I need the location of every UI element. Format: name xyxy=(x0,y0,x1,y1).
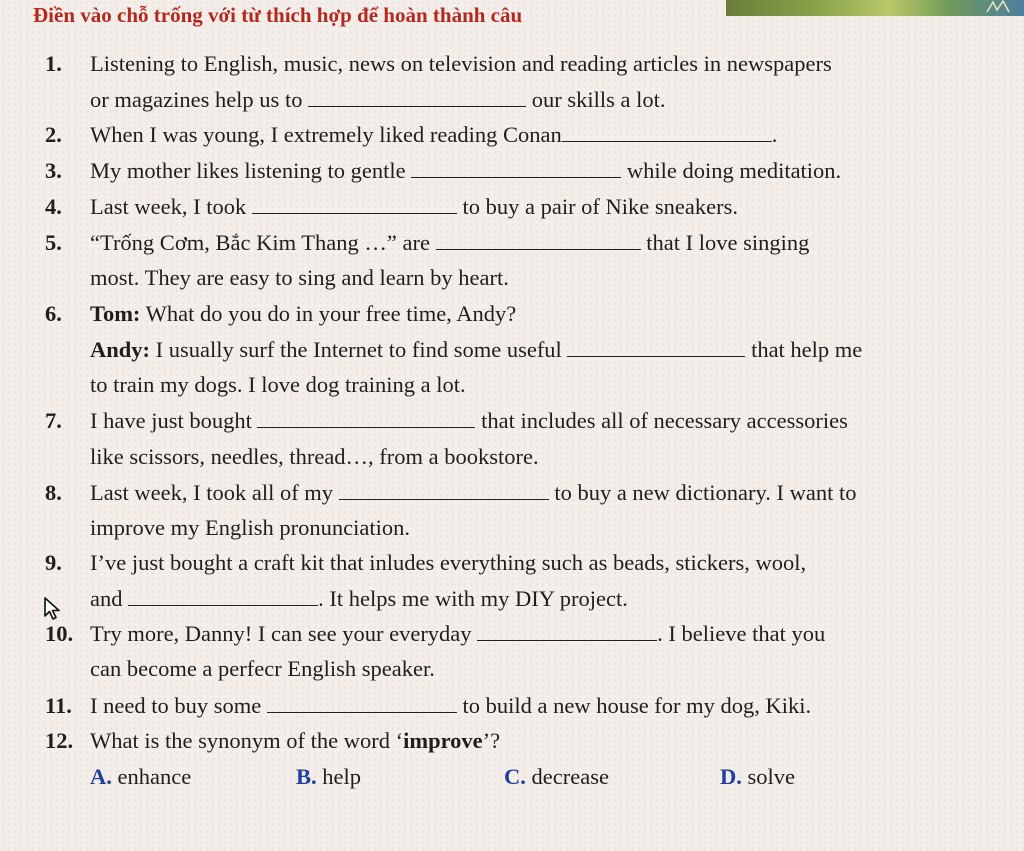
question-1-line-2 xyxy=(90,86,665,114)
question-number: 7. xyxy=(45,408,62,433)
top-banner-image xyxy=(726,0,1024,16)
question-number: 3. xyxy=(45,158,62,183)
option-text: enhance xyxy=(117,764,192,789)
question-number: 1. xyxy=(45,51,62,76)
question-text: . xyxy=(771,122,778,147)
option-letter: D. xyxy=(720,764,742,789)
question-6-line-3 xyxy=(90,371,466,399)
option-text: decrease xyxy=(531,764,609,789)
question-text: Try more, Danny! I can see your everyday xyxy=(90,621,472,646)
question-number: 9. xyxy=(45,550,62,575)
mouse-cursor-icon xyxy=(42,596,64,622)
banner-decoration-icon xyxy=(985,0,1011,14)
question-text: while doing meditation. xyxy=(626,158,842,183)
option-a[interactable] xyxy=(90,763,191,791)
question-text: our skills a lot. xyxy=(531,87,666,112)
question-5-line-1 xyxy=(90,229,809,257)
question-3-line-1 xyxy=(90,157,841,185)
question-6-line-1 xyxy=(90,300,516,328)
question-text: to buy a pair of Nike sneakers. xyxy=(462,194,739,219)
question-7-line-1 xyxy=(90,407,848,435)
question-text: . I believe that you xyxy=(657,621,826,646)
option-b[interactable] xyxy=(296,763,361,791)
question-text: What is the synonym of the word ‘ xyxy=(90,728,404,753)
question-text: that includes all of necessary accessories xyxy=(481,408,848,433)
highlighted-word: improve xyxy=(403,728,483,753)
question-text: Last week, I took xyxy=(90,194,247,219)
question-text: When I was young, I extremely liked reading Conan xyxy=(90,122,562,147)
question-text: like scissors, needles, thread…, from a bookstore. xyxy=(90,444,539,469)
question-number: 4. xyxy=(45,194,62,219)
question-text: What do you do in your free time, Andy? xyxy=(145,301,517,326)
question-text: Listening to English, music, news on television and reading articles in newspapers xyxy=(90,51,832,76)
question-1-line-1 xyxy=(90,50,832,78)
answer-blank[interactable] xyxy=(477,620,657,641)
speaker-label: Tom: xyxy=(90,301,141,326)
question-4-line-1 xyxy=(90,193,738,221)
answer-blank[interactable] xyxy=(257,407,475,428)
answer-blank[interactable] xyxy=(267,692,457,713)
question-number: 8. xyxy=(45,480,62,505)
question-text: “Trống Cơm, Bắc Kim Thang …” are xyxy=(90,230,430,255)
question-2-line-1 xyxy=(90,121,777,149)
option-text: help xyxy=(322,764,362,789)
question-text: to train my dogs. I love dog training a lot. xyxy=(90,372,466,397)
question-7-line-2 xyxy=(90,443,539,471)
question-text: My mother likes listening to gentle xyxy=(90,158,406,183)
page-title: Điền vào chỗ trống với từ thích hợp để hoàn thành câu xyxy=(33,3,523,27)
question-11-line-1 xyxy=(90,692,811,720)
question-6-line-2 xyxy=(90,336,862,364)
question-10-line-2 xyxy=(90,655,435,683)
question-text: I’ve just bought a craft kit that inludes everything such as beads, stickers, wool, xyxy=(90,550,807,575)
question-10-line-1 xyxy=(90,620,825,648)
answer-blank[interactable] xyxy=(128,585,318,606)
question-text: improve my English pronunciation. xyxy=(90,515,410,540)
question-8-line-1 xyxy=(90,479,857,507)
option-c[interactable] xyxy=(504,763,609,791)
answer-blank[interactable] xyxy=(308,86,526,107)
question-text: I usually surf the Internet to find some useful xyxy=(155,337,562,362)
answer-blank[interactable] xyxy=(567,336,745,357)
question-number: 10. xyxy=(45,621,74,646)
option-letter: B. xyxy=(296,764,317,789)
question-text: I have just bought xyxy=(90,408,252,433)
question-number: 12. xyxy=(45,728,74,753)
question-5-line-2 xyxy=(90,264,509,292)
question-number: 6. xyxy=(45,301,62,326)
question-12-line-1 xyxy=(90,727,500,755)
question-text: most. They are easy to sing and learn by heart. xyxy=(90,265,509,290)
question-text: that I love singing xyxy=(646,230,810,255)
question-text: can become a perfecr English speaker. xyxy=(90,656,435,681)
question-text: or magazines help us to xyxy=(90,87,303,112)
option-letter: C. xyxy=(504,764,526,789)
answer-blank[interactable] xyxy=(252,193,457,214)
question-text: . It helps me with my DIY project. xyxy=(318,586,628,611)
option-text: solve xyxy=(747,764,795,789)
question-9-line-1 xyxy=(90,549,806,577)
option-d[interactable] xyxy=(720,763,795,791)
speaker-label: Andy: xyxy=(90,337,151,362)
question-text: ’? xyxy=(482,728,501,753)
question-number: 2. xyxy=(45,122,62,147)
answer-blank[interactable] xyxy=(411,157,621,178)
question-text: I need to buy some xyxy=(90,693,262,718)
question-text: and xyxy=(90,586,123,611)
question-number: 5. xyxy=(45,230,62,255)
question-text: Last week, I took all of my xyxy=(90,480,334,505)
question-9-line-2 xyxy=(90,585,628,613)
question-text: to build a new house for my dog, Kiki. xyxy=(462,693,812,718)
answer-blank[interactable] xyxy=(436,229,641,250)
answer-blank[interactable] xyxy=(339,479,549,500)
question-text: that help me xyxy=(751,337,863,362)
question-8-line-2 xyxy=(90,514,410,542)
question-number: 11. xyxy=(45,693,72,718)
question-text: to buy a new dictionary. I want to xyxy=(554,480,857,505)
option-letter: A. xyxy=(90,764,112,789)
answer-blank[interactable] xyxy=(562,121,772,142)
